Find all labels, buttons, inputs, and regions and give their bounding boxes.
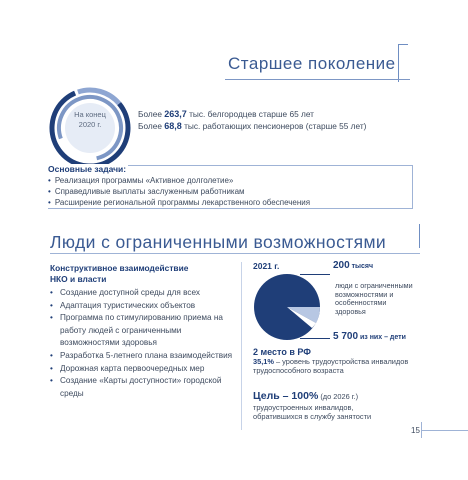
- decor-line: [419, 224, 420, 248]
- total-description: люди с ограниченными возможностями и особенностями здоровья: [335, 281, 413, 317]
- list-item: • Создание доступной среды для всех: [50, 287, 240, 300]
- left-column-title: Конструктивное взаимодействие НКО и власти: [50, 263, 189, 284]
- pie-chart-icon: [252, 272, 322, 342]
- goal-title: Цель – 100% (до 2026 г.): [253, 390, 359, 402]
- list-item: • Программа по стимулированию приема на работу людей с ограниченными возможностями здоровья: [50, 312, 240, 350]
- stat-value: 263,7: [164, 109, 187, 119]
- title-underline: [50, 253, 420, 254]
- list-item: • Разработка 5-летнего плана взаимодействия: [50, 350, 240, 363]
- list-item: • Дорожная карта первоочередных мер: [50, 363, 240, 376]
- decor-line: [398, 44, 399, 82]
- list-item: • Создание «Карты доступности» городской среды: [50, 375, 240, 400]
- donut-label-line2: 2020 г.: [78, 120, 102, 129]
- tasks-title: Основные задачи:: [48, 164, 127, 174]
- donut-label: [58, 110, 122, 130]
- goal-description: трудоустроенных инвалидов, обратившихся в службу занятости: [253, 403, 372, 421]
- list-item: • Адаптация туристических объектов: [50, 300, 240, 313]
- connector-line: [300, 338, 330, 339]
- stat-value: 68,8: [164, 121, 182, 131]
- donut-label-line1: На конец: [74, 110, 106, 119]
- page-number: 15: [411, 426, 420, 435]
- section-title-disabled: Люди с ограниченными возможностями: [50, 232, 387, 252]
- stat-line-1: Более 263,7 тыс. белгородцев старше 65 лет: [138, 109, 314, 119]
- section-title-older: Старшее поколение: [228, 54, 396, 73]
- stat-line-2: Более 68,8 тыс. работающих пенсионеров (старше 55 лет): [138, 121, 367, 131]
- older-stats: [138, 108, 366, 132]
- initiatives-list: [50, 287, 240, 400]
- connector-line: [300, 274, 330, 275]
- task-item: • Расширение региональной программы лекарственного обеспечения: [48, 198, 310, 209]
- task-item: • Реализация программы «Активное долголетие»: [48, 176, 310, 187]
- year-label: 2021 г.: [253, 261, 280, 271]
- decor-line: [421, 430, 468, 431]
- rank-title: 2 место в РФ: [253, 347, 311, 357]
- title-underline: [225, 79, 410, 80]
- column-divider: [241, 262, 242, 430]
- rank-description: 35,1% – уровень трудоустройства инвалидов трудоспособного возраста: [253, 357, 409, 375]
- kids-count: 5 700 из них – дети: [333, 331, 406, 342]
- total-count: 200 тысяч: [333, 260, 374, 271]
- task-item: • Справедливые выплаты заслуженным работникам: [48, 187, 310, 198]
- tasks-list: [48, 176, 310, 208]
- decor-line: [398, 44, 408, 45]
